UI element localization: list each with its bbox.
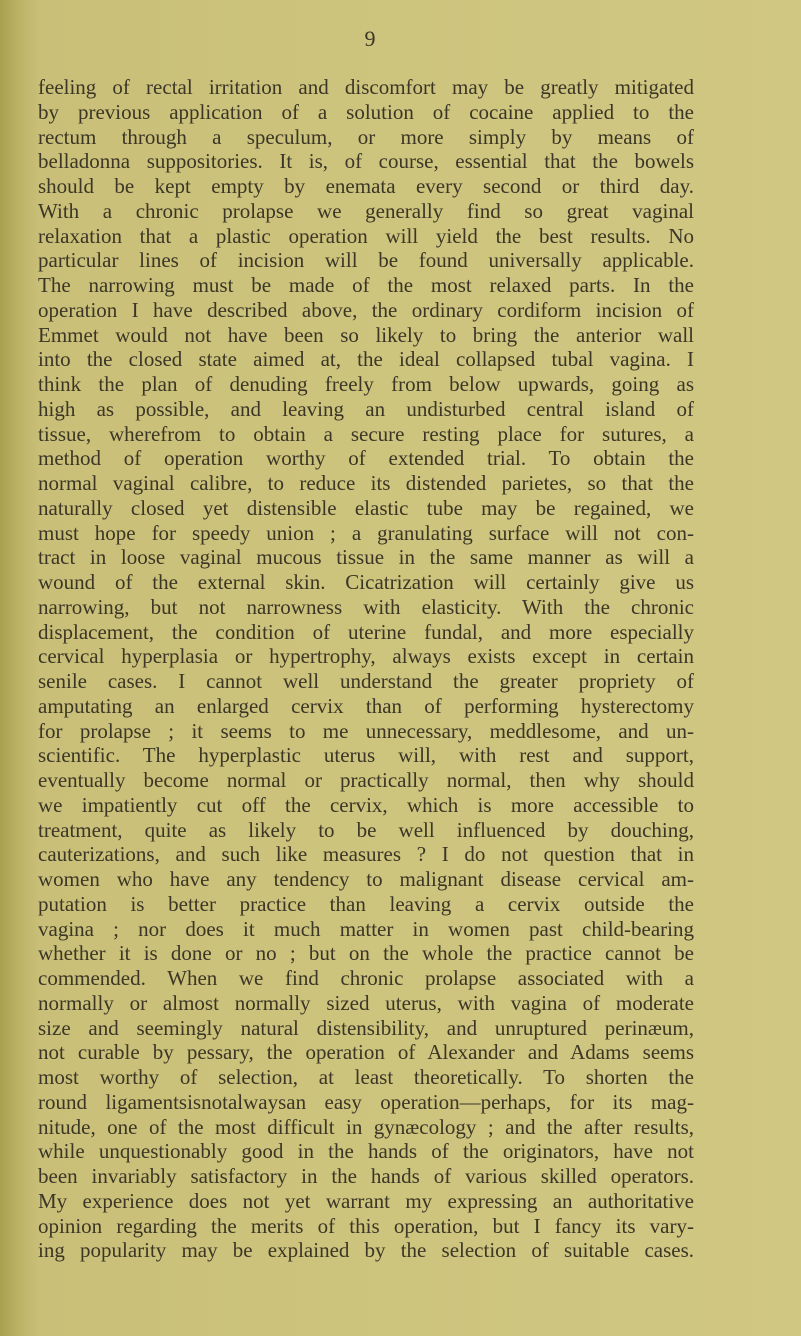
page-number: 9	[364, 26, 376, 51]
text-line: Emmet would not have been so likely to bring the anterior wall	[38, 322, 694, 347]
text-line: think the plan of denuding freely from below upwards, going as	[38, 372, 694, 396]
text-line: not curable by pessary, the operation of Alexander and Adams seems	[38, 1040, 694, 1065]
text-line: been invariably satisfactory in the hands of various skilled operators.	[38, 1164, 694, 1188]
text-line: My experience does not yet warrant my expressing an authoritative	[38, 1188, 694, 1213]
text-line: normal vaginal calibre, to reduce its distended parietes, so that the	[38, 471, 694, 495]
text-line: must hope for speedy union ; a granulating surface will not con-	[38, 520, 694, 545]
text-line: vagina ; nor does it much matter in women past child-bearing	[38, 916, 694, 941]
text-line: for prolapse ; it seems to me unnecessary, meddlesome, and un-	[38, 718, 694, 743]
text-line: most worthy of selection, at least theoretically. To shorten the	[38, 1065, 694, 1089]
text-line: naturally closed yet distensible elastic tube may be regained, we	[38, 495, 694, 520]
text-line: ing popularity may be explained by the selection of suitable cases.	[38, 1238, 694, 1263]
text-line: operation I have described above, the ordinary cordiform incision of	[38, 297, 694, 322]
text-line: amputating an enlarged cervix than of performing hysterectomy	[38, 693, 694, 718]
text-line: should be kept empty by enemata every second or third day.	[38, 174, 694, 198]
text-line: nitude, one of the most difficult in gynæcology ; and the after results,	[38, 1114, 694, 1139]
text-line: commended. When we find chronic prolapse associated with a	[38, 966, 694, 990]
body-text	[38, 75, 694, 1263]
text-line: eventually become normal or practically normal, then why should	[38, 768, 694, 792]
text-line: cauterizations, and such like measures ? I do not question that in	[38, 842, 694, 867]
text-line: feeling of rectal irritation and discomfort may be greatly mitigated	[38, 75, 694, 99]
text-line: women who have any tendency to malignant disease cervical am-	[38, 867, 694, 891]
text-line: putation is better practice than leaving a cervix outside the	[38, 891, 694, 916]
text-line: belladonna suppositories. It is, of course, essential that the bowels	[38, 149, 694, 174]
text-line: we impatiently cut off the cervix, which is more accessible to	[38, 792, 694, 817]
text-line: relaxation that a plastic operation will yield the best results. No	[38, 223, 694, 248]
text-line: into the closed state aimed at, the ideal collapsed tubal vagina. I	[38, 347, 694, 372]
text-line: tissue, wherefrom to obtain a secure resting place for sutures, a	[38, 421, 694, 446]
text-line: round ligamentsisnotalwaysan easy operation—perhaps, for its mag-	[38, 1089, 694, 1114]
text-line: displacement, the condition of uterine fundal, and more especially	[38, 619, 694, 644]
text-line: With a chronic prolapse we generally find so great vaginal	[38, 198, 694, 223]
text-line: size and seemingly natural distensibility, and unruptured perinæum,	[38, 1015, 694, 1040]
text-line: treatment, quite as likely to be well influenced by douching,	[38, 817, 694, 842]
text-line: particular lines of incision will be found universally applicable.	[38, 248, 694, 273]
text-line: scientific. The hyperplastic uterus will, with rest and support,	[38, 743, 694, 768]
text-line: The narrowing must be made of the most relaxed parts. In the	[38, 273, 694, 297]
text-line: rectum through a speculum, or more simply by means of	[38, 124, 694, 149]
text-line: normally or almost normally sized uterus, with vagina of moderate	[38, 990, 694, 1015]
text-line: by previous application of a solution of cocaine applied to the	[38, 99, 694, 124]
text-line: cervical hyperplasia or hypertrophy, always exists except in certain	[38, 644, 694, 669]
text-line: method of operation worthy of extended trial. To obtain the	[38, 446, 694, 471]
text-line: wound of the external skin. Cicatrization will certainly give us	[38, 570, 694, 594]
text-line: senile cases. I cannot well understand the greater propriety of	[38, 669, 694, 693]
text-line: whether it is done or no ; but on the whole the practice cannot be	[38, 941, 694, 966]
text-line: while unquestionably good in the hands of the originators, have not	[38, 1139, 694, 1164]
text-line: tract in loose vaginal mucous tissue in the same manner as will a	[38, 545, 694, 570]
text-line: opinion regarding the merits of this operation, but I fancy its vary-	[38, 1213, 694, 1238]
text-line: high as possible, and leaving an undisturbed central island of	[38, 396, 694, 421]
text-line: narrowing, but not narrowness with elasticity. With the chronic	[38, 594, 694, 619]
